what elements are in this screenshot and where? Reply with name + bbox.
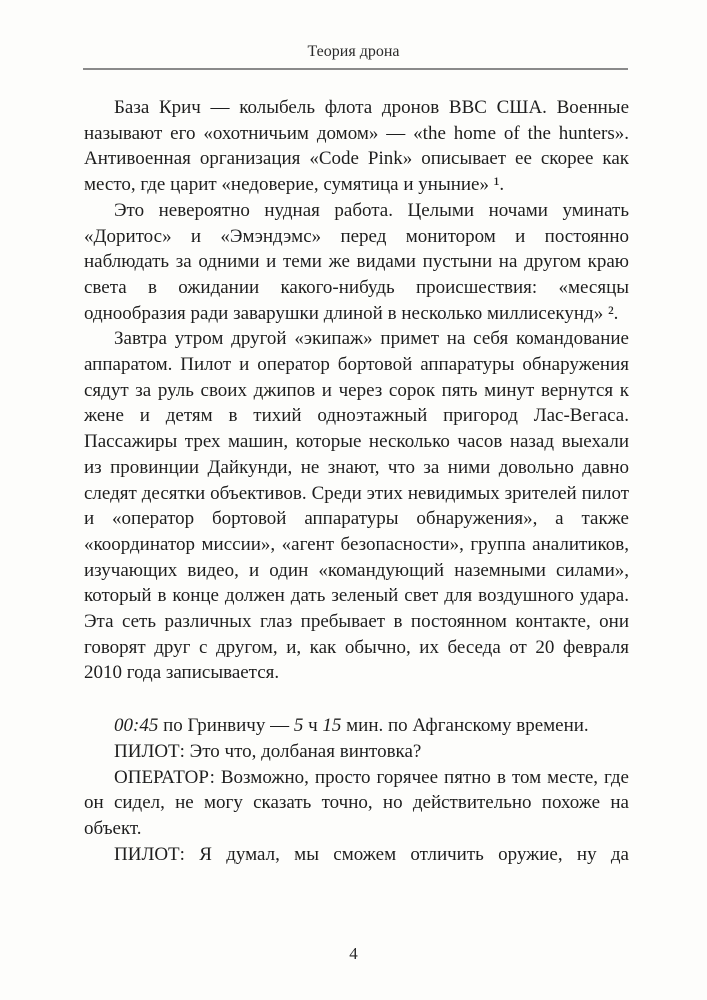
- transcript-time-hours: 5: [293, 715, 304, 737]
- page-number: 4: [349, 944, 358, 963]
- page-body: [84, 95, 629, 867]
- running-header-title: Теория дрона: [307, 43, 400, 60]
- body-paragraph-3: Завтра утром другой «экипаж» примет на себя командование аппаратом. Пилот и оператор бортовой аппаратуры обнаружения сядут за руль своих джипов и через сорок пять минут вернутся к жене и детям в тихий одноэтажный пригород Лас-Вегаса. Пассажиры трех машин, которые несколько часов назад выехали из провинции Дайкунди, не знают, что за ними довольно давно следят десятки объективов. Среди этих невидимых зрителей пилот и «оператор бортовой аппаратуры обнаружения», а также «координатор миссии», «агент безопасности», группа аналитиков, изучающих видео, и один «командующий наземными силами», который в конце должен дать зеленый свет для воздушного удара. Эта сеть различных глаз пребывает в постоянном контакте, они говорят друг с другом, и, как обычно, их беседа от 20 февраля 2010 года записывается.: [84, 328, 629, 684]
- transcript-timestamp-line: [84, 713, 629, 739]
- transcript-time-text-1: по Гринвичу —: [158, 715, 294, 737]
- transcript-time-text-2: ч: [303, 715, 323, 737]
- transcript-section: [84, 713, 629, 867]
- transcript-time-minutes: 15: [322, 715, 342, 737]
- transcript-line-pilot-2: ПИЛОТ: Я думал, мы сможем отличить оружие, ну да: [114, 843, 629, 865]
- body-paragraph-1: База Крич — колыбель флота дронов ВВС США. Военные называют его «охотничьим домом» — «the home of the hunters». Антивоенная организация «Code Pink» описывает ее скорее как место, где царит «недоверие, сумятица и уныние» ¹.: [84, 97, 629, 196]
- header-rule: [83, 68, 628, 70]
- body-paragraph-2: Это невероятно нудная работа. Целыми ночами уминать «Доритос» и «Эмэндэмс» перед монитором и постоянно наблюдать за одними и теми же видами пустыни на другом краю света в ожидании какого-нибудь происшествия: «месяцы однообразия ради заварушки длиной в несколько миллисекунд» ².: [84, 199, 629, 324]
- transcript-line-pilot-1: ПИЛОТ: Это что, долбаная винтовка?: [114, 740, 422, 762]
- transcript-time-gmt: 00:45: [114, 715, 159, 737]
- transcript-time-text-3: мин. по Афганскому времени.: [341, 715, 589, 737]
- transcript-line-operator: ОПЕРАТОР: Возможно, просто горячее пятно в том месте, где он сидел, не могу сказать точно, но действительно похоже на объект.: [84, 766, 629, 839]
